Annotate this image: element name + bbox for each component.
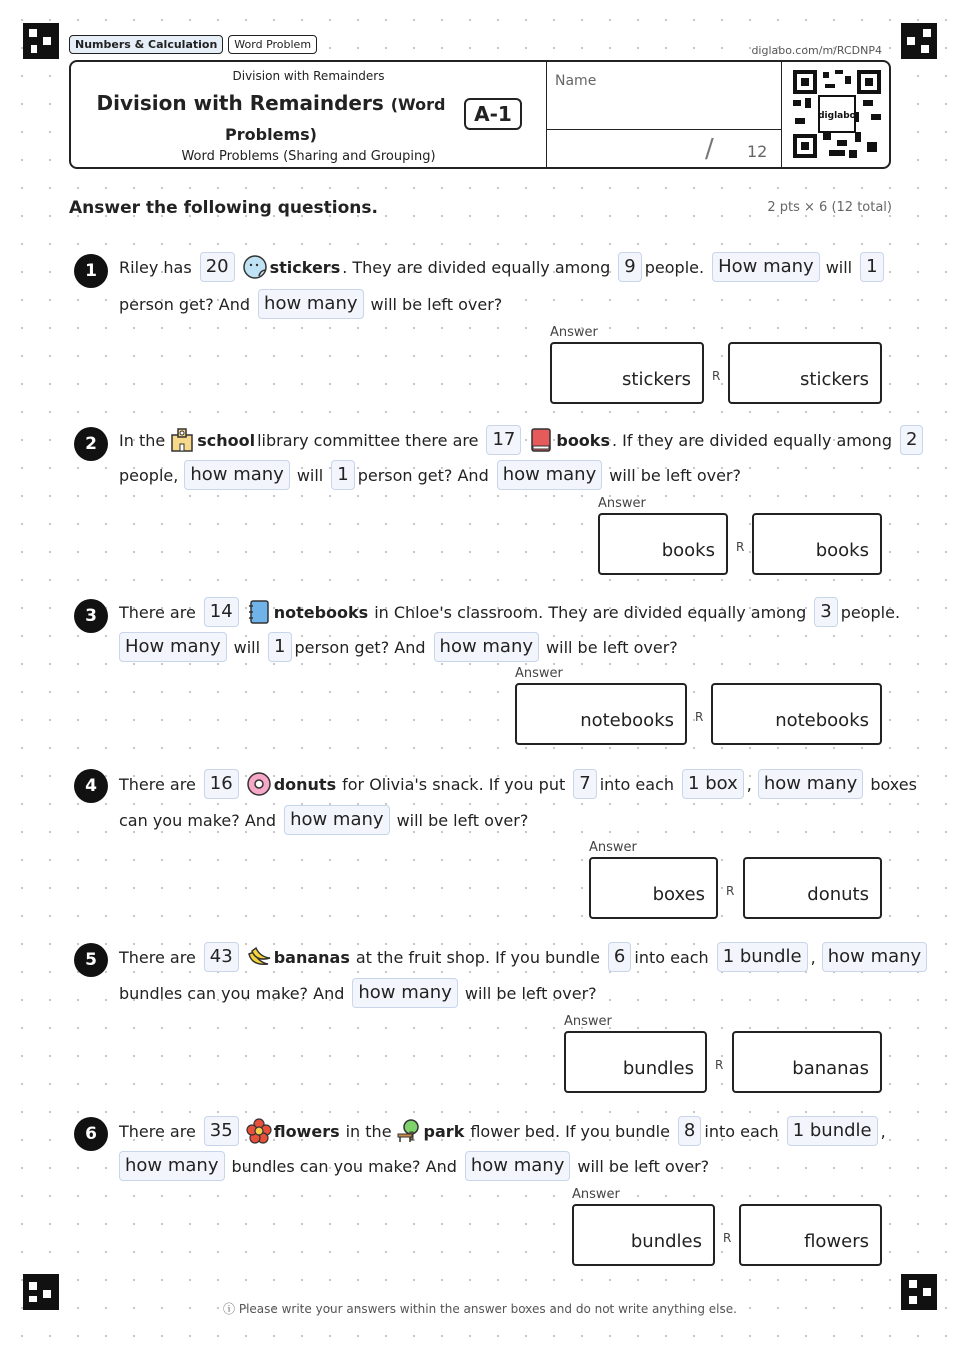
remainder-label: R [715,1058,724,1072]
answer-box-quotient[interactable]: bundles [572,1204,715,1266]
footnote: ⓘ Please write your answers within the answer boxes and do not write anything else. [223,1302,737,1316]
item-donuts: donuts [246,771,336,797]
answer-box-remainder[interactable]: notebooks [711,683,882,745]
keyword-box: how many [258,289,364,319]
question-text-line-2: people, how many will 1 person get? And how many will be left over? [119,458,741,492]
answer-label: Answer [564,1014,612,1029]
answer-box-remainder[interactable]: books [752,513,882,575]
question-text-line-1: There are 16 donuts for Olivia's snack. If you put 7 into each 1 box , how many boxes [119,767,917,801]
keyword-box: how many [284,805,390,835]
question-number: 4 [74,769,108,803]
header-topic: Word Problems (Sharing and Grouping) [181,149,436,164]
question-text-line-1: There are 35 flowers in the park flower bed. If you bundle 8 into each 1 bundle , [119,1114,886,1148]
name-label: Name [555,73,597,89]
keyword-box: 1 box [682,769,744,799]
header-subtitle: Division with Remainders [232,69,385,83]
keyword-box: How many [119,632,227,662]
category-tags [69,35,317,54]
answer-box-remainder[interactable]: bananas [732,1031,882,1093]
answer-box-quotient[interactable]: boxes [589,857,718,919]
number-box: 3 [814,597,837,627]
remainder-label: R [695,710,704,724]
instructions: Answer the following questions. [69,198,378,218]
keyword-box: how many [184,460,290,490]
keyword-box: how many [758,769,864,799]
number-box: 8 [678,1116,701,1146]
keyword-box: how many [497,460,603,490]
banana-icon [246,944,272,970]
question-text-line-1: In the school library committee there are 17 books . If they are divided equally among 2 [119,423,926,457]
item-books: books [528,427,610,453]
notebook-icon [246,599,272,625]
answer-label: Answer [515,666,563,681]
keyword-box: how many [119,1151,225,1181]
answer-label: Answer [550,325,598,340]
question-text-line-1: There are 14 notebooks in Chloe's classroom. They are divided equally among 3 people. [119,595,900,629]
item-bananas: bananas [246,944,350,970]
donut-icon [246,771,272,797]
number-box: 7 [573,769,596,799]
svg-text:diglabo: diglabo [818,111,856,121]
points-info: 2 pts × 6 (12 total) [767,200,892,215]
remainder-label: R [726,884,735,898]
answer-box-remainder[interactable]: donuts [743,857,882,919]
number-box: 43 [204,942,239,972]
park-icon [396,1118,422,1144]
tag-category: Numbers & Calculation [69,35,223,54]
corner-marker-top-left [23,23,59,59]
question-text-line-1: There are 43 bananas at the fruit shop. If you bundle 6 into each 1 bundle , how many [119,940,930,974]
keyword-box: How many [712,252,820,282]
question-number: 6 [74,1117,108,1151]
question-text-line-1: Riley has 20 stickers . They are divided equally among 9 people. How many will 1 [119,250,887,284]
page-title: Division with Remainders (Word Problems) [96,91,446,144]
name-score-area[interactable] [546,62,782,167]
answer-box-quotient[interactable]: bundles [564,1031,707,1093]
question-number: 3 [74,599,108,633]
keyword-box: how many [822,942,928,972]
score-slash: / [705,134,714,164]
question-number: 5 [74,943,108,977]
keyword-box: how many [465,1151,571,1181]
number-box: 6 [608,942,631,972]
question-text-line-2: can you make? And how many will be left over? [119,803,528,837]
item-park: park [396,1118,465,1144]
remainder-label: R [723,1231,732,1245]
item-notebooks: notebooks [246,599,368,625]
remainder-label: R [712,369,721,383]
question-text-line-2: How many will 1 person get? And how many will be left over? [119,630,678,664]
number-box: 16 [204,769,239,799]
question-number: 1 [74,254,108,288]
number-box: 14 [204,597,239,627]
flower-icon [246,1118,272,1144]
question-text-line-2: bundles can you make? And how many will be left over? [119,976,597,1010]
answer-label: Answer [572,1187,620,1202]
sticker-icon [242,254,268,280]
keyword-box: how many [434,632,540,662]
answer-box-quotient[interactable]: stickers [550,342,704,404]
number-box: 20 [200,252,235,282]
keyword-box: how many [352,978,458,1008]
keyword-box: 1 bundle [717,942,808,972]
question-number: 2 [74,427,108,461]
corner-marker-top-right [901,23,937,59]
answer-box-remainder[interactable]: stickers [728,342,882,404]
item-school: school [169,427,255,453]
answer-box-remainder[interactable]: flowers [739,1204,882,1266]
keyword-box: 1 bundle [787,1116,878,1146]
number-box: 2 [900,425,923,455]
item-stickers: stickers [242,254,341,280]
tag-type: Word Problem [228,35,317,54]
qr-code-icon [793,70,881,158]
school-icon [169,427,195,453]
worksheet-header [69,60,891,169]
answer-label: Answer [589,840,637,855]
item-flowers: flowers [246,1118,340,1144]
number-box: 9 [618,252,641,282]
number-box: 17 [486,425,521,455]
level-code: A-1 [464,98,522,130]
question-text-line-2: person get? And how many will be left over? [119,287,502,321]
score-total: 12 [747,142,768,161]
number-box: 35 [204,1116,239,1146]
number-box: 1 [860,252,883,282]
number-box: 1 [331,460,354,490]
answer-box-quotient[interactable]: notebooks [515,683,687,745]
number-box: 1 [268,632,291,662]
worksheet-url: diglabo.com/m/RCDNP4 [751,44,882,57]
book-icon [528,427,554,453]
answer-box-quotient[interactable]: books [598,513,728,575]
answer-label: Answer [598,496,646,511]
question-text-line-2: how many bundles can you make? And how many will be left over? [119,1149,709,1183]
remainder-label: R [736,540,745,554]
